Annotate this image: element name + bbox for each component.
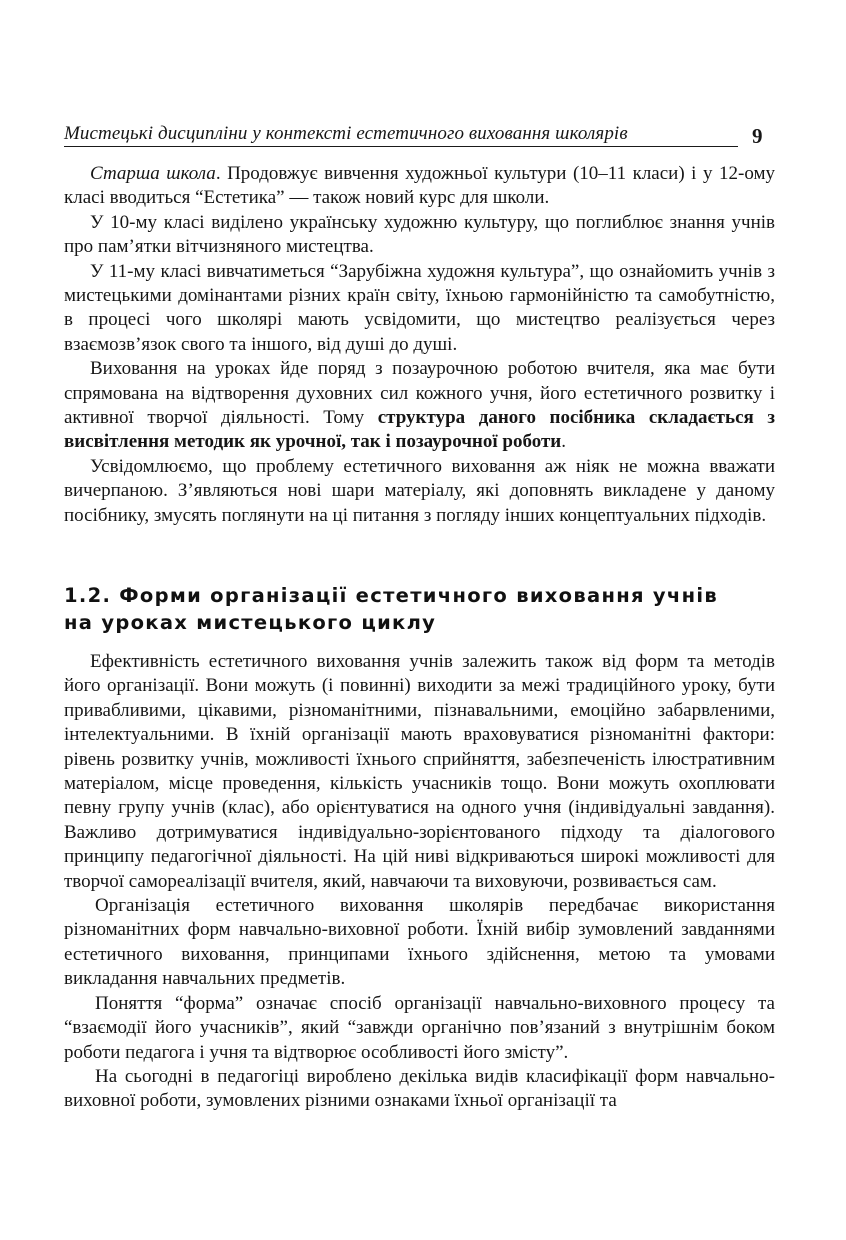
section-heading-line-1: 1.2. Форми організації естетичного виховання учнів	[64, 584, 719, 607]
page-number: 9	[752, 124, 763, 148]
italic-term-senior-school: Старша школа	[90, 163, 216, 184]
running-title: Мистецькі дисципліни у контексті естетичного виховання школярів	[64, 123, 628, 144]
paragraph-grade-10: У 10-му класі виділено українську художню культуру, що поглиблює знання учнів про пам’ятки вітчизняного мистецтва.	[64, 211, 775, 258]
paragraph-grade-11: У 11-му класі вивчатиметься “Зарубіжна художня культура”, що ознайомить учнів з мистецькими домінантами різних країн світу, їхньою гармонійністю та самобутністю, в процесі чого школярі мають усвідомити, що мистецтво реалізується через взаємозв’язок свого та іншого, від душі до душі.	[64, 260, 775, 355]
paragraph-text: Виховання на уроках йде поряд з позаурочною роботою вчителя, яка має бути спрямована на відтворення духовних сил кожного учня, його естетичного розвитку і активної творчої діяльності. Тому	[64, 358, 775, 429]
paragraph-form-concept: Поняття “форма” означає спосіб організації навчально-виховного процесу та “взаємодії його учасників”, який “завжди органічно пов’язаний з внутрішнім боком роботи педагога і учня та відтворює особливості його змісту”.	[64, 992, 775, 1063]
paragraph-end: .	[561, 431, 566, 453]
section-intro-text	[64, 162, 775, 528]
paragraph-extracurricular	[64, 357, 775, 455]
paragraph-text: . Продовжує вивчення художньої культури (10–11 класи) і у 12-ому класі вводиться “Естетика” — також новий курс для школи.	[64, 163, 775, 209]
paragraph-effectiveness: Ефективність естетичного виховання учнів залежить також від форм та методів його організації. Вони можуть (і повинні) виходити за межі традиційного уроку, бути привабливими, цікавими, різноманітними, пізнавальними, емоційно забарвленими, інтелектуальними. В їхній організації мають враховуватися різноманітні фактори: рівень розвитку учнів, можливості їхнього сприйняття, забезпеченість ілюстративним матеріалом, місце проведення, кількість учасників тощо. Вони можуть охоплювати певну групу учнів (клас), або орієнтуватися на одного учня (індивідуальні завдання). Важливо дотримуватися індивідуально-зорієнтованого підходу та діалогового принципу педагогічної діяльності. На цій ниві відкриваються широкі можливості для творчої самореалізації вчителя, який, навчаючи та виховуючи, розвивається сам.	[64, 651, 775, 892]
running-header	[64, 120, 738, 147]
bold-emphasis: структура даного посібника складається з висвітлення методик як урочної, так і позаурочної роботи	[64, 407, 775, 453]
paragraph-classification: На сьогодні в педагогіці вироблено декілька видів класифікації форм навчально-виховної роботи, зумовлених різними ознаками їхньої організації та	[64, 1065, 775, 1112]
section-heading-line-2: на уроках мистецького циклу	[64, 611, 437, 634]
section-forms-text	[64, 650, 775, 1114]
paragraph-organization: Організація естетичного виховання школярів передбачає використання різноманітних форм навчально-виховної роботи. Їхній вибір зумовлений завданнями естетичного виховання, принципами їхнього здійснення, метою та умовами викладання навчальних предметів.	[64, 895, 775, 990]
paragraph-senior-school	[64, 162, 775, 211]
section-heading	[64, 582, 775, 636]
paragraph-conclusion: Усвідомлюємо, що проблему естетичного виховання аж ніяк не можна вважати вичерпаною. З’являються нові шари матеріалу, які доповнять викладене у даному посібнику, змусять поглянути на ці питання з погляду інших концептуальних підходів.	[64, 455, 775, 526]
